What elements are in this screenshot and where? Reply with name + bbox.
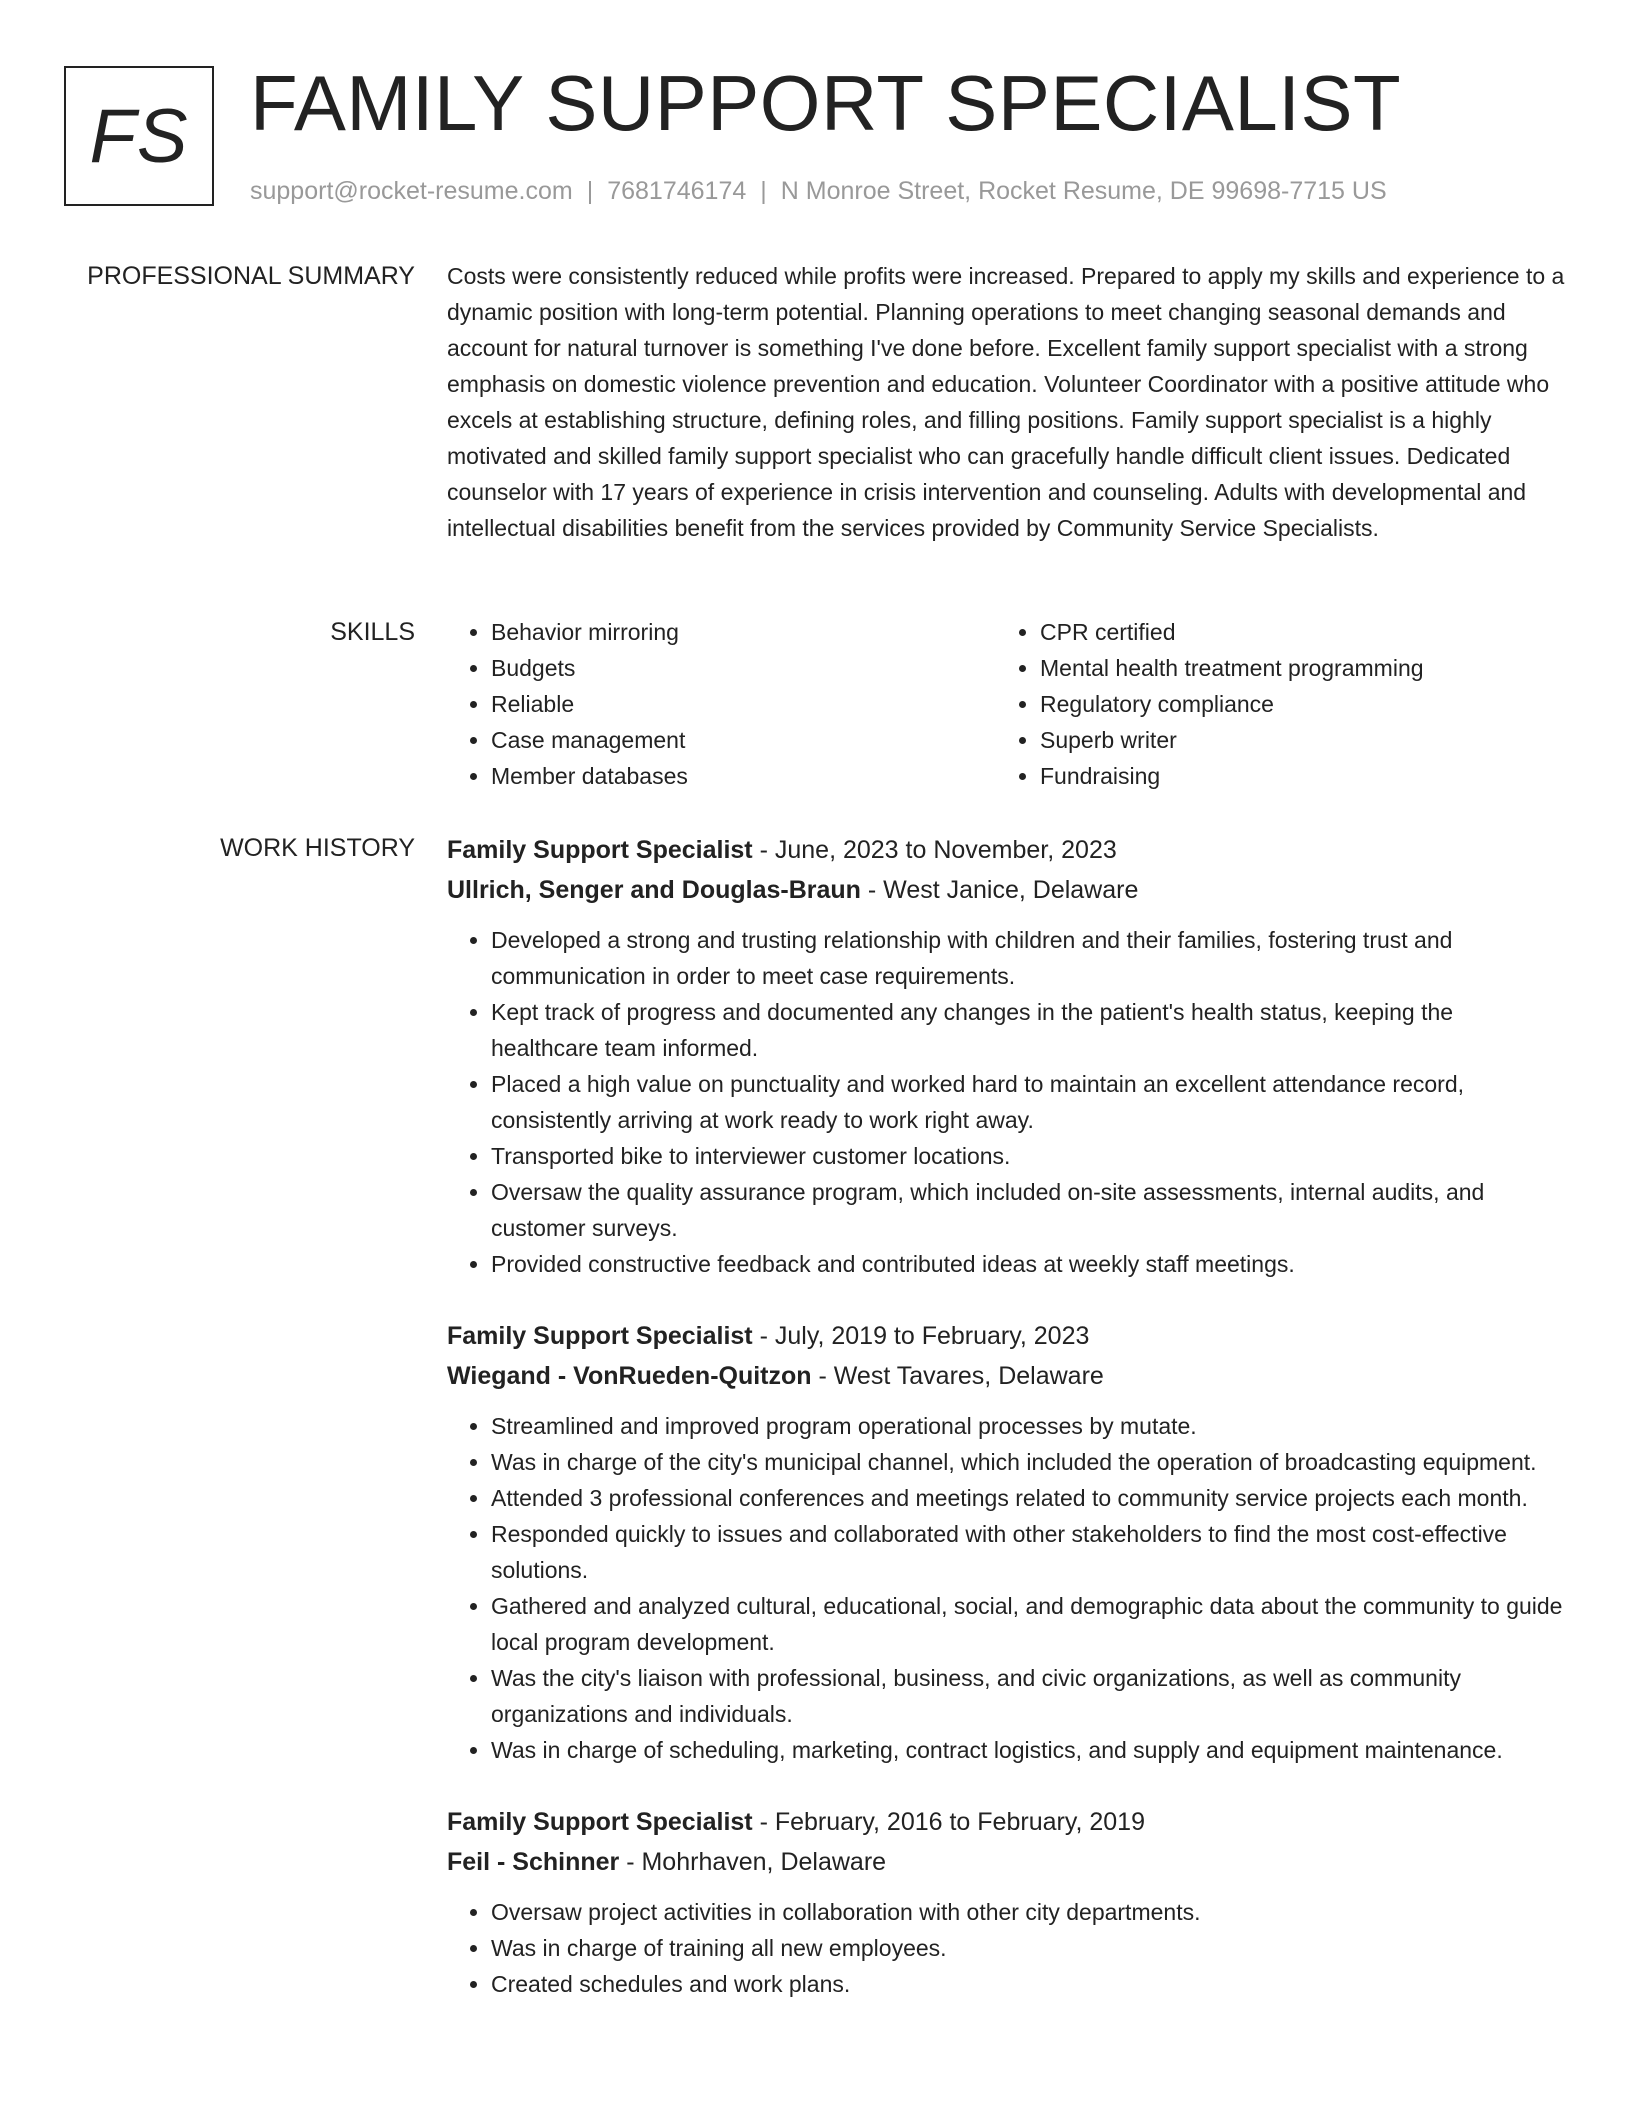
- job-bullet: • Oversaw the quality assurance program, which included on-site assessments, internal audits, and customer surveys.: [491, 1174, 1565, 1246]
- contact-separator: |: [586, 177, 594, 205]
- job-bullet: • Was in charge of the city's municipal channel, which included the operation of broadcasting equipment.: [491, 1444, 1565, 1480]
- job-title-line: [447, 1316, 1565, 1356]
- job-title: Family Support Specialist: [447, 836, 753, 864]
- summary-body: [447, 258, 1565, 546]
- job-bullet: • Was in charge of training all new employees.: [491, 1930, 1565, 1966]
- job-company: Wiegand - VonRueden-Quitzon: [447, 1362, 812, 1390]
- job-bullet: • Gathered and analyzed cultural, educational, social, and demographic data about the community to guide local program development.: [491, 1588, 1565, 1660]
- job-bullet: • Created schedules and work plans.: [491, 1966, 1565, 2002]
- skill-item: • Mental health treatment programming: [1040, 650, 1556, 686]
- job-company-line: [447, 1356, 1565, 1396]
- job-location: - West Janice, Delaware: [860, 876, 1139, 904]
- skill-item: • Regulatory compliance: [1040, 686, 1556, 722]
- job-bullet: • Developed a strong and trusting relationship with children and their families, fostering trust and communication in order to meet case requirements.: [491, 922, 1565, 994]
- job-bullets: [447, 922, 1565, 1282]
- job-bullets: [447, 1408, 1565, 1768]
- job-company: Ullrich, Senger and Douglas-Braun: [447, 876, 861, 904]
- summary-heading: PROFESSIONAL SUMMARY: [87, 262, 415, 290]
- job-bullet: • Responded quickly to issues and collaborated with other stakeholders to find the most cost-effective solutions.: [491, 1516, 1565, 1588]
- contact-phone[interactable]: 7681746174: [607, 177, 747, 205]
- job-bullet: • Provided constructive feedback and contributed ideas at weekly staff meetings.: [491, 1246, 1565, 1282]
- job-location: - Mohrhaven, Delaware: [619, 1848, 887, 1876]
- work-history-body: [447, 830, 1565, 2036]
- job-bullet: • Was in charge of scheduling, marketing, contract logistics, and supply and equipment maintenance.: [491, 1732, 1565, 1768]
- job-bullet: • Oversaw project activities in collaboration with other city departments.: [491, 1894, 1565, 1930]
- monogram-logo: FS: [64, 66, 214, 206]
- job-company-line: [447, 870, 1565, 910]
- job-title: Family Support Specialist: [447, 1808, 753, 1836]
- job-entry: [447, 1316, 1565, 1768]
- job-title: Family Support Specialist: [447, 1322, 753, 1350]
- job-entry: [447, 1802, 1565, 2002]
- job-dates: - June, 2023 to November, 2023: [752, 836, 1117, 864]
- job-dates: - February, 2016 to February, 2019: [752, 1808, 1145, 1836]
- skills-list-left: [447, 614, 996, 794]
- work-history-heading: WORK HISTORY: [220, 834, 415, 862]
- job-bullet: • Was the city's liaison with professional, business, and civic organizations, as well as community organizations and individuals.: [491, 1660, 1565, 1732]
- job-company-line: [447, 1842, 1565, 1882]
- job-title-line: [447, 1802, 1565, 1842]
- job-bullet: • Attended 3 professional conferences and meetings related to community service projects each month.: [491, 1480, 1565, 1516]
- skills-body: [447, 614, 1565, 794]
- job-bullet: • Placed a high value on punctuality and worked hard to maintain an excellent attendance record, consistently arriving at work ready to work right away.: [491, 1066, 1565, 1138]
- skill-item: • Superb writer: [1040, 722, 1556, 758]
- skill-item: • Behavior mirroring: [491, 614, 996, 650]
- contact-line: [250, 174, 1387, 208]
- job-entry: [447, 830, 1565, 1282]
- job-bullets: [447, 1894, 1565, 2002]
- skill-item: • Case management: [491, 722, 996, 758]
- skills-heading: SKILLS: [330, 618, 415, 646]
- skill-item: • CPR certified: [1040, 614, 1556, 650]
- job-dates: - July, 2019 to February, 2023: [752, 1322, 1090, 1350]
- skill-item: • Reliable: [491, 686, 996, 722]
- skill-item: • Member databases: [491, 758, 996, 794]
- skills-list-right: [996, 614, 1556, 794]
- contact-address: N Monroe Street, Rocket Resume, DE 99698-7715 US: [780, 177, 1387, 205]
- job-company: Feil - Schinner: [447, 1848, 620, 1876]
- job-title-line: [447, 830, 1565, 870]
- job-location: - West Tavares, Delaware: [811, 1362, 1104, 1390]
- skill-item: • Budgets: [491, 650, 996, 686]
- page-title: FAMILY SUPPORT SPECIALIST: [250, 59, 1402, 147]
- contact-separator: |: [760, 177, 767, 205]
- job-bullet: • Kept track of progress and documented any changes in the patient's health status, keeping the healthcare team informed.: [491, 994, 1565, 1066]
- job-bullet: • Transported bike to interviewer customer locations.: [491, 1138, 1565, 1174]
- summary-text: Costs were consistently reduced while profits were increased. Prepared to apply my skills and experience to a dynamic position with long-term potential. Planning operations to meet changing seasonal demands and account for natural turnover is something I've done before. Excellent family support specialist with a strong emphasis on domestic violence prevention and education. Volunteer Coordinator with a positive attitude who excels at establishing structure, defining roles, and filling positions. Family support specialist is a highly motivated and skilled family support specialist who can gracefully handle difficult client issues. Dedicated counselor with 17 years of experience in crisis intervention and counseling. Adults with developmental and intellectual disabilities benefit from the services provided by Community Service Specialists.: [447, 263, 1565, 541]
- contact-email[interactable]: support@rocket-resume.com: [250, 177, 573, 205]
- skill-item: • Fundraising: [1040, 758, 1556, 794]
- job-bullet: • Streamlined and improved program operational processes by mutate.: [491, 1408, 1565, 1444]
